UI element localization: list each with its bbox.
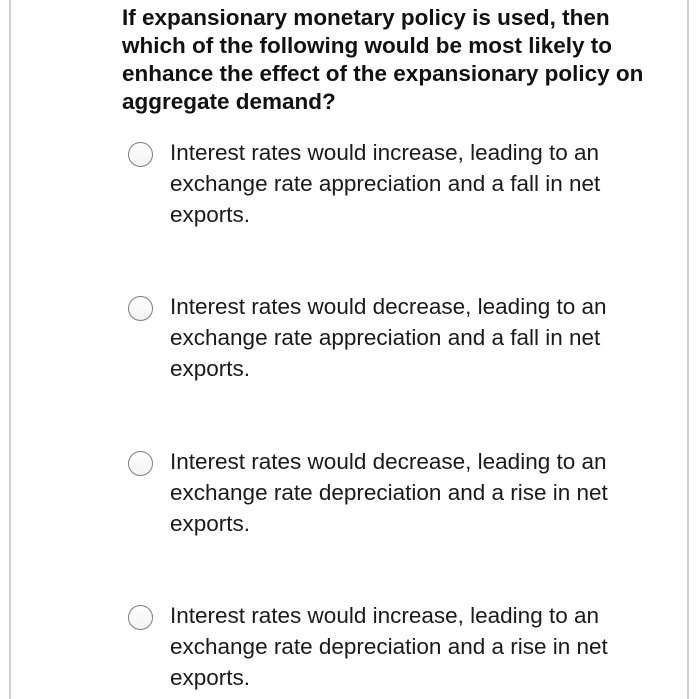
answer-option-label[interactable]: Interest rates would increase, leading to an exchange rate appreciation and a fall in net exports.	[170, 140, 601, 227]
answer-option-1[interactable]	[126, 137, 666, 230]
answer-option-label[interactable]: Interest rates would decrease, leading to an exchange rate appreciation and a fall in net exports.	[170, 294, 607, 381]
answer-option-label[interactable]: Interest rates would increase, leading to an exchange rate depreciation and a rise in net exports.	[170, 603, 608, 690]
answer-option-4[interactable]	[126, 600, 666, 693]
radio-button-icon[interactable]	[128, 605, 153, 630]
radio-button-icon[interactable]	[128, 451, 153, 476]
question-text: If expansionary monetary policy is used, then which of the following would be most likely to enhance the effect of the expansionary policy on aggregate demand?	[122, 5, 644, 114]
answer-option-2[interactable]	[126, 291, 666, 384]
radio-button-icon[interactable]	[128, 142, 153, 167]
answer-option-label[interactable]: Interest rates would decrease, leading to an exchange rate depreciation and a rise in net exports.	[170, 449, 608, 536]
radio-button-icon[interactable]	[128, 296, 153, 321]
right-border	[687, 0, 689, 699]
left-border	[9, 0, 11, 699]
answer-option-3[interactable]	[126, 446, 666, 539]
